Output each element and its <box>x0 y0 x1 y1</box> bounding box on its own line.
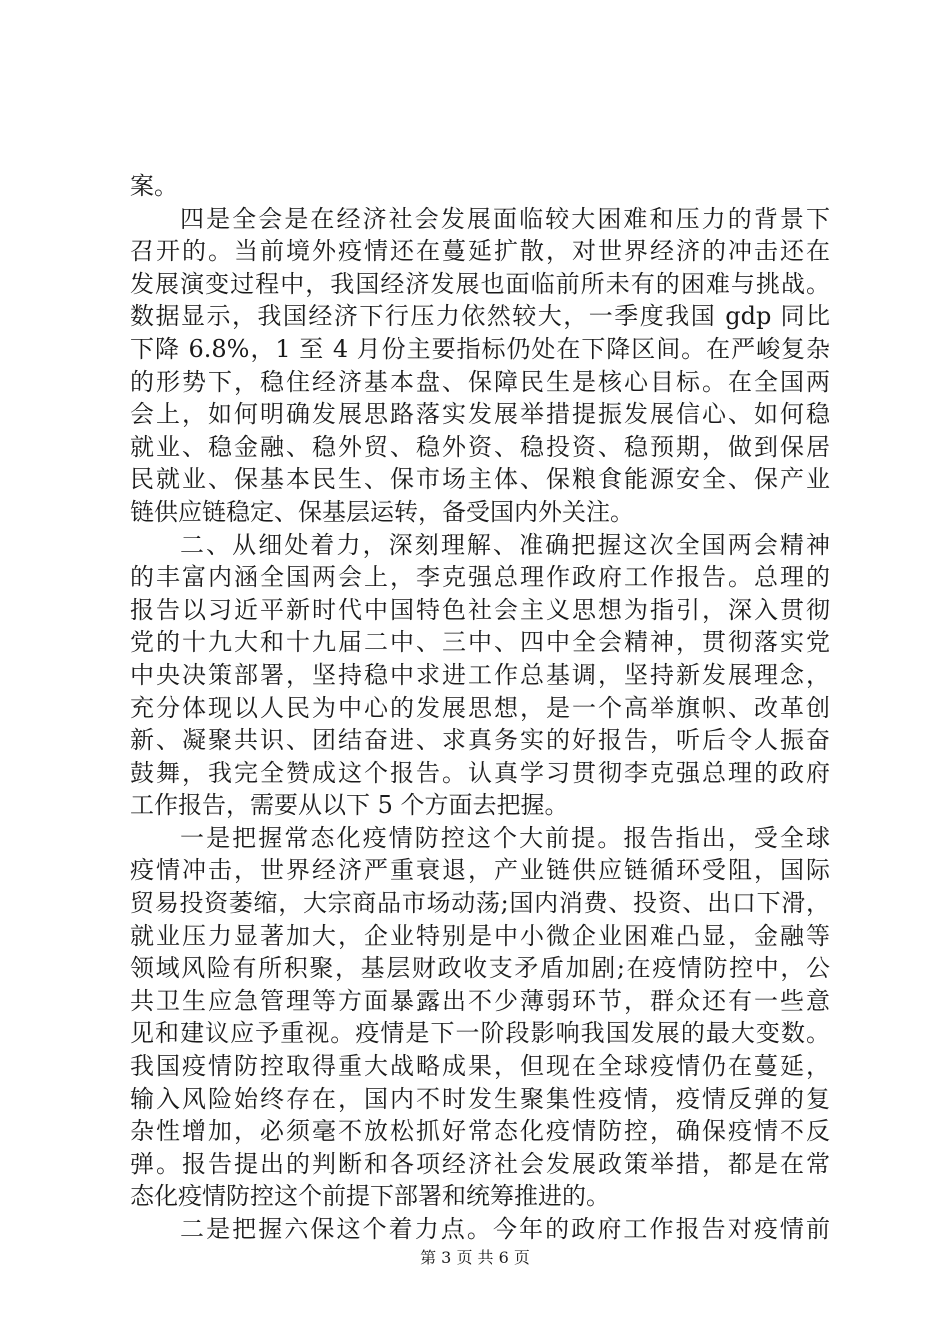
text-line: 二、从细处着力，深刻理解、准确把握这次全国两会精神 <box>180 530 830 559</box>
text-line: 民就业、保基本民生、保市场主体、保粮食能源安全、保产业 <box>130 465 830 494</box>
text-line: 数据显示，我国经济下行压力依然较大，一季度我国 gdp 同比 <box>130 302 830 331</box>
text-line: 党的十九大和十九届二中、三中、四中全会精神，贯彻落实党 <box>130 628 830 657</box>
text-line: 链供应链稳定、保基层运转，备受国内外关注。 <box>130 497 634 526</box>
text-line: 新、凝聚共识、团结奋进、求真务实的好报告，听后令人振奋 <box>130 726 830 755</box>
body-text <box>130 170 830 1246</box>
text-line: 召开的。当前境外疫情还在蔓延扩散，对世界经济的冲击还在 <box>130 237 830 266</box>
text-line: 充分体现以人民为中心的发展思想，是一个高举旗帜、改革创 <box>130 693 830 722</box>
text-line: 二是把握六保这个着力点。今年的政府工作报告对疫情前 <box>180 1215 830 1243</box>
text-line: 案。 <box>130 172 178 200</box>
text-line: 报告以习近平新时代中国特色社会主义思想为指引，深入贯彻 <box>130 595 830 624</box>
text-line: 发展演变过程中，我国经济发展也面临前所未有的困难与挑战。 <box>130 269 830 298</box>
text-line: 的形势下，稳住经济基本盘、保障民生是核心目标。在全国两 <box>130 367 830 396</box>
text-line: 领域风险有所积聚，基层财政收支矛盾加剧;在疫情防控中，公 <box>130 954 830 983</box>
text-line: 共卫生应急管理等方面暴露出不少薄弱环节，群众还有一些意 <box>130 986 830 1015</box>
text-line: 杂性增加，必须毫不放松抓好常态化疫情防控，确保疫情不反 <box>130 1117 830 1146</box>
text-line: 就业压力显著加大，企业特别是中小微企业困难凸显，金融等 <box>130 921 830 950</box>
text-line: 我国疫情防控取得重大战略成果，但现在全球疫情仍在蔓延， <box>130 1052 830 1081</box>
text-line: 一是把握常态化疫情防控这个大前提。报告指出，受全球 <box>180 823 830 852</box>
text-line: 四是全会是在经济社会发展面临较大困难和压力的背景下 <box>180 204 830 233</box>
text-line: 鼓舞，我完全赞成这个报告。认真学习贯彻李克强总理的政府 <box>130 758 830 787</box>
text-line: 中央决策部署，坚持稳中求进工作总基调，坚持新发展理念， <box>130 660 830 689</box>
text-line: 见和建议应予重视。疫情是下一阶段影响我国发展的最大变数。 <box>130 1019 830 1048</box>
text-line: 疫情冲击，世界经济严重衰退，产业链供应链循环受阻，国际 <box>130 856 830 885</box>
text-line: 弹。报告提出的判断和各项经济社会发展政策举措，都是在常 <box>130 1149 830 1178</box>
text-line: 会上，如何明确发展思路落实发展举措提振发展信心、如何稳 <box>130 400 830 429</box>
text-line: 工作报告，需要从以下 5 个方面去把握。 <box>130 791 569 820</box>
text-line: 态化疫情防控这个前提下部署和统筹推进的。 <box>130 1182 610 1211</box>
text-line: 就业、稳金融、稳外贸、稳外资、稳投资、稳预期，做到保居 <box>130 432 830 461</box>
page-indicator: 第 3 页 共 6 页 <box>420 1248 530 1267</box>
page-footer <box>0 1245 950 1268</box>
text-line: 的丰富内涵全国两会上，李克强总理作政府工作报告。总理的 <box>130 563 830 592</box>
text-line: 贸易投资萎缩，大宗商品市场动荡;国内消费、投资、出口下滑， <box>130 889 830 918</box>
text-line: 输入风险始终存在，国内不时发生聚集性疫情，疫情反弹的复 <box>130 1084 830 1113</box>
text-line: 下降 6.8%，1 至 4 月份主要指标仍处在下降区间。在严峻复杂 <box>130 334 830 363</box>
